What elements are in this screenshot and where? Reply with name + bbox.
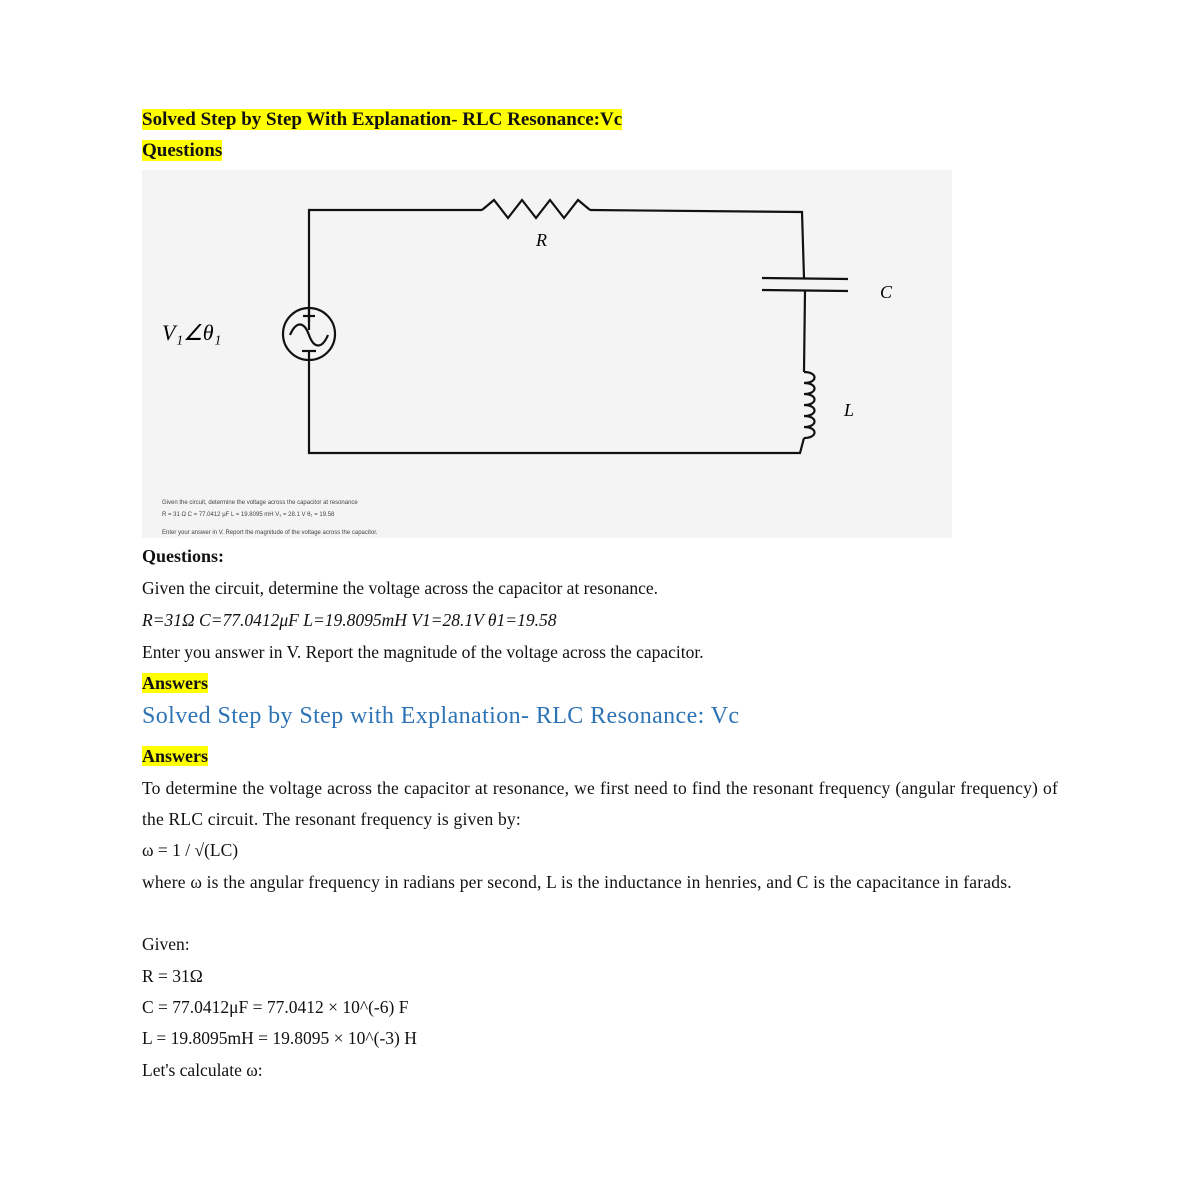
resistor-label: R [536,230,547,250]
top-wire [309,210,482,330]
resonance-formula: ω = 1 / √(LC) [142,840,239,860]
rlc-circuit-diagram [142,170,952,538]
capacitor-label: C [880,282,893,302]
given-resistance: R = 31Ω [142,966,203,986]
given-capacitance: C = 77.0412μF = 77.0412 × 10^(-6) F [142,997,409,1017]
source-label: V₁∠θ₁ [162,320,222,345]
given-inductance: L = 19.8095mH = 19.8095 × 10^(-3) H [142,1028,417,1048]
document-title: Solved Step by Step With Explanation- RLC Resonance:Vc [142,109,623,130]
solution-paragraph-2: where ω is the angular frequency in radians per second, L is the inductance in henries, and C is the capacitance in farads. [142,872,1012,892]
inductor-coil [804,372,815,438]
figure-caption-line-1: Given the circuit, determine the voltage across the capacitor at resonance [162,500,358,506]
top-right-wire [590,210,804,278]
inductor-label: L [844,400,855,420]
circuit-figure [142,170,952,538]
question-text: Given the circuit, determine the voltage across the capacitor at resonance. [142,578,659,598]
capacitor-lead [804,291,805,372]
figure-caption-line-3: Enter your answer in V. Report the magnitude of the voltage across the capacitor. [162,530,378,536]
given-label: Given: [142,934,190,954]
bottom-right-wire [309,352,804,453]
answers-label: Answers [142,673,208,693]
calculation-intro: Let's calculate ω: [142,1060,263,1080]
question-values: R=31Ω C=77.0412μF L=19.8095mH V1=28.1V θ1=19.58 [142,610,557,630]
resistor-symbol [482,200,590,218]
solution-paragraph-1: To determine the voltage across the capacitor at resonance, we first need to find the resonant frequency (angular frequency) of the RLC circuit. The resonant frequency is given by: [142,778,1058,829]
question-instruction: Enter you answer in V. Report the magnitude of the voltage across the capacitor. [142,642,704,662]
figure-caption-line-2: R = 31 Ω C = 77.0412 µF L = 19.8095 mH V₁ = 28.1 V θ₁ = 19.58 [162,512,335,518]
answers-label-2: Answers [142,746,208,766]
questions-label: Questions [142,140,223,161]
capacitor-plate-bottom [762,290,848,291]
solution-heading: Solved Step by Step with Explanation- RLC Resonance: Vc [142,703,740,729]
questions-heading: Questions: [142,546,225,566]
capacitor-plate-top [762,278,848,279]
